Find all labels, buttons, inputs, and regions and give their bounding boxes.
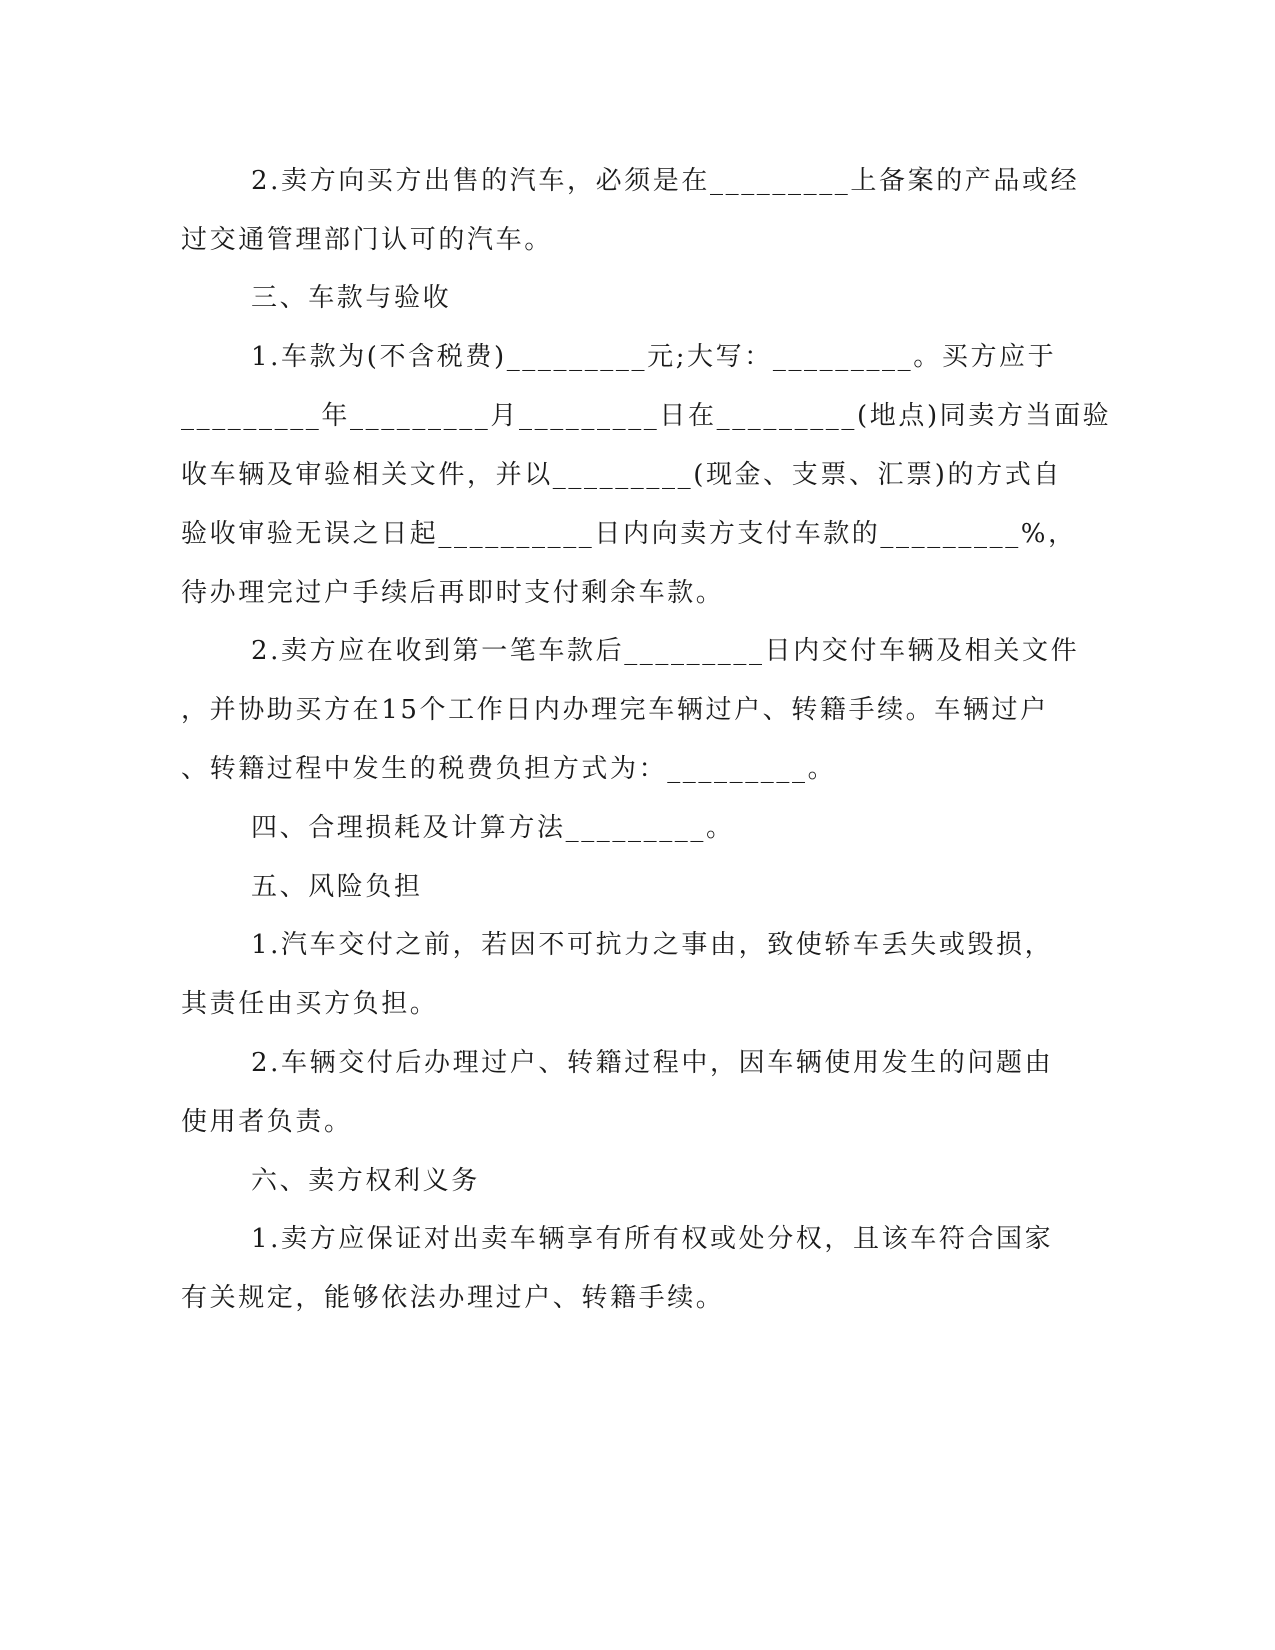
section-heading: 五、风险负担	[251, 872, 423, 902]
paragraph-line: 1.卖方应保证对出卖车辆享有所有权或处分权，且该车符合国家	[251, 1224, 1054, 1254]
paragraph-line: 收车辆及审验相关文件，并以_________(现金、支票、汇票)的方式自	[181, 460, 1062, 490]
paragraph-line: 1.车款为(不含税费)_________元;大写：_________。买方应于	[251, 342, 1057, 372]
paragraph-line: 验收审验无误之日起__________日内向卖方支付车款的_________%，	[181, 519, 1077, 549]
paragraph-line: 2.卖方向买方出售的汽车，必须是在_________上备案的产品或经	[251, 166, 1080, 196]
paragraph-line: 2.车辆交付后办理过户、转籍过程中，因车辆使用发生的问题由	[251, 1048, 1054, 1078]
paragraph-line: 有关规定，能够依法办理过户、转籍手续。	[181, 1283, 725, 1313]
paragraph-line: 过交通管理部门认可的汽车。	[181, 225, 553, 255]
paragraph-line: 待办理完过户手续后再即时支付剩余车款。	[181, 578, 725, 608]
section-heading: 六、卖方权利义务	[251, 1166, 480, 1196]
section-heading: 四、合理损耗及计算方法_________。	[251, 813, 735, 843]
paragraph-line: 2.卖方应在收到第一笔车款后_________日内交付车辆及相关文件	[251, 636, 1080, 666]
paragraph-line: _________年_________月_________日在_________(地点)同卖方当面验	[181, 401, 1112, 431]
section-heading: 三、车款与验收	[251, 283, 452, 313]
paragraph-line: 1.汽车交付之前，若因不可抗力之事由，致使轿车丢失或毁损，	[251, 930, 1054, 960]
paragraph-line: 其责任由买方负担。	[181, 989, 439, 1019]
paragraph-line: 、转籍过程中发生的税费负担方式为：_________。	[181, 754, 837, 784]
paragraph-line: 使用者负责。	[181, 1107, 353, 1137]
paragraph-line: ，并协助买方在15个工作日内办理完车辆过户、转籍手续。车辆过户	[181, 695, 1049, 725]
